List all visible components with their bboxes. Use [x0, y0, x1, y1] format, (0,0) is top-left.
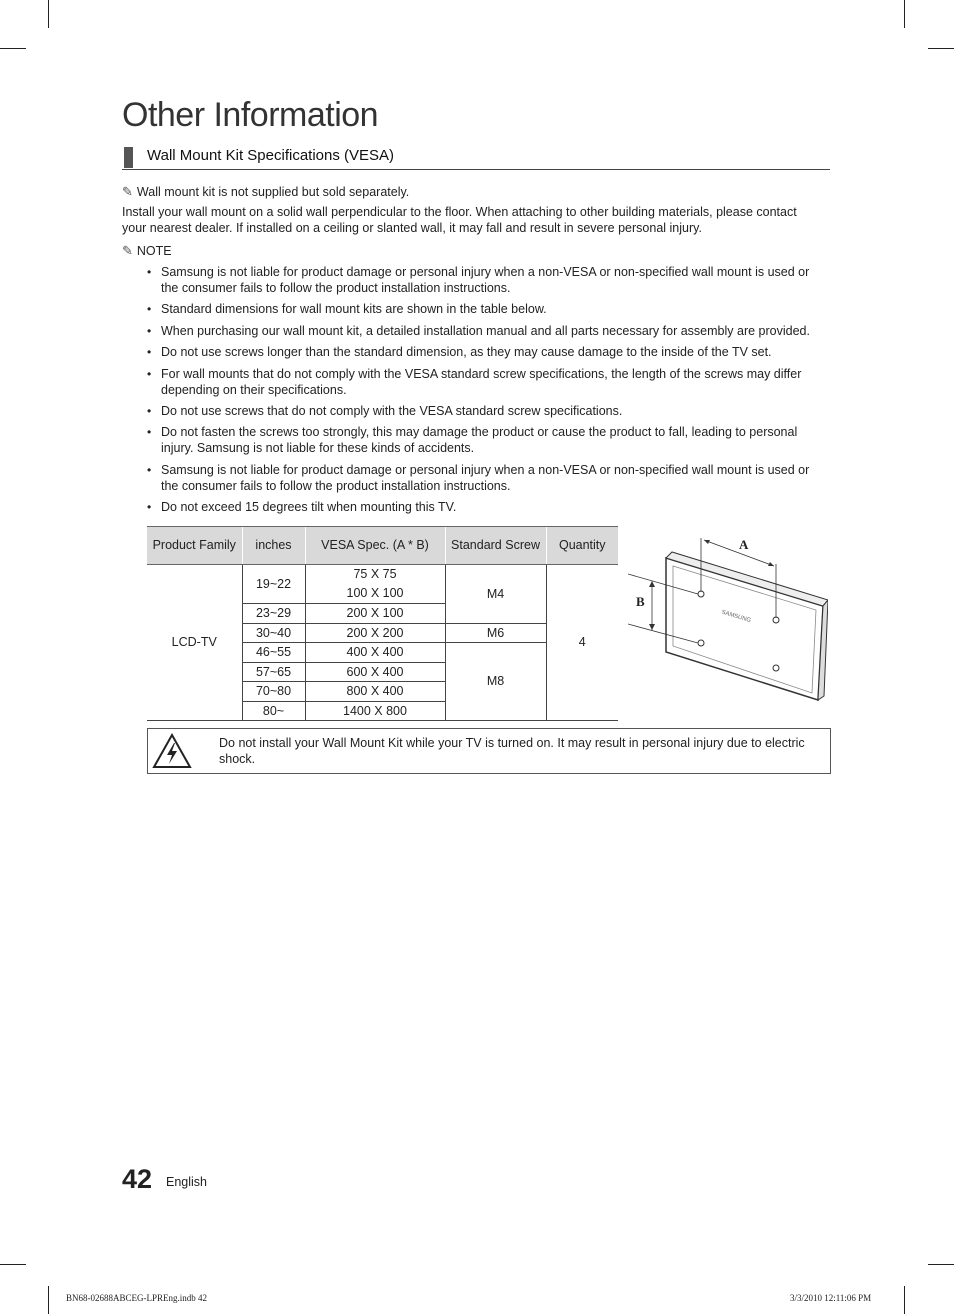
- cell-inches: 19~22: [242, 565, 305, 604]
- cell-screw: M4: [445, 565, 546, 624]
- bullet: •: [147, 462, 152, 477]
- tv-back-panel: [666, 552, 828, 700]
- footer-file-info: BN68-02688ABCEG-LPREng.indb 42: [66, 1293, 208, 1303]
- page-title: Other Information: [122, 96, 379, 134]
- cell-vesa: 200 X 100: [305, 604, 445, 624]
- list-item: • Do not use screws that do not comply with the VESA standard screw specifications.: [147, 403, 623, 418]
- warning-box: [147, 728, 831, 774]
- cell-inches: 80~: [242, 701, 305, 721]
- header-standard-screw: Standard Screw: [445, 527, 546, 565]
- crop-mark: [48, 1286, 49, 1314]
- bullet: •: [147, 366, 152, 381]
- notes-list: [147, 264, 827, 521]
- cell-quantity: 4: [546, 565, 618, 721]
- pencil-icon: ✎: [122, 184, 133, 199]
- cell-inches: 70~80: [242, 682, 305, 702]
- cell-inches: 23~29: [242, 604, 305, 624]
- label-b: B: [636, 594, 645, 609]
- warning-text: Do not install your Wall Mount Kit while your TV is turned on. It may result in personal injury due to electric shock.: [219, 736, 805, 766]
- cell-vesa: 75 X 75 100 X 100: [305, 565, 445, 604]
- top-note-text: Wall mount kit is not supplied but sold separately.: [136, 185, 410, 199]
- crop-mark: [0, 1264, 26, 1265]
- list-item: • When purchasing our wall mount kit, a detailed installation manual and all parts necessary for assembly are provided.: [147, 323, 810, 338]
- header-quantity: Quantity: [546, 527, 618, 565]
- table-header-row: [147, 527, 618, 565]
- bullet: •: [147, 323, 152, 338]
- list-item: • Do not fasten the screws too strongly, this may damage the product or cause the product to fall, leading to personal injury. Samsung is not liable for these kinds of accidents.: [147, 425, 798, 456]
- electric-hazard-icon: [152, 733, 192, 769]
- cell-inches: 30~40: [242, 623, 305, 643]
- section-marker: [124, 147, 133, 168]
- list-item: • Samsung is not liable for product damage or personal injury when a non-VESA or non-specified wall mount is used or the consumer fails to follow the product installation instructions.: [147, 462, 810, 493]
- note-label: NOTE: [136, 244, 172, 258]
- pencil-icon: ✎: [122, 243, 133, 258]
- list-item: • Do not exceed 15 degrees tilt when mounting this TV.: [147, 500, 457, 515]
- vesa-spec-table: [147, 526, 618, 721]
- section-title: Wall Mount Kit Specifications (VESA): [147, 147, 395, 164]
- top-note: [122, 184, 409, 200]
- tv-back-diagram: [628, 528, 828, 708]
- section-header: [122, 145, 830, 170]
- cell-inches: 46~55: [242, 643, 305, 663]
- header-inches: inches: [242, 527, 305, 565]
- header-vesa-spec: VESA Spec. (A * B): [305, 527, 445, 565]
- bullet: •: [147, 265, 152, 279]
- bullet: •: [147, 302, 152, 317]
- crop-mark: [928, 48, 954, 49]
- header-product-family: Product Family: [147, 527, 242, 565]
- bullet: •: [147, 403, 152, 418]
- crop-mark: [928, 1264, 954, 1265]
- crop-mark: [904, 1286, 905, 1314]
- cell-vesa: 800 X 400: [305, 682, 445, 702]
- page-language: English: [166, 1175, 207, 1189]
- list-item: • For wall mounts that do not comply with the VESA standard screw specifications, the length of the screws may differ depending on their specifications.: [147, 366, 802, 397]
- note-heading: [122, 243, 172, 259]
- bullet: •: [147, 345, 152, 360]
- bullet: •: [147, 425, 152, 440]
- list-item: • Do not use screws longer than the standard dimension, as they may cause damage to the inside of the TV set.: [147, 345, 772, 360]
- page-number: 42: [122, 1164, 153, 1194]
- bullet: •: [147, 500, 152, 515]
- cell-screw: M6: [445, 623, 546, 643]
- tv-brand-logo: SAMSUNG: [720, 609, 752, 625]
- cell-vesa: 200 X 200: [305, 623, 445, 643]
- crop-mark: [0, 48, 26, 49]
- cell-vesa: 1400 X 800: [305, 701, 445, 721]
- intro-paragraph: Install your wall mount on a solid wall perpendicular to the floor. When attaching to other building materials, please contact your nearest dealer. If installed on a ceiling or slanted wall, it may fall and result in severe personal injury.: [122, 205, 797, 235]
- crop-mark: [48, 0, 49, 28]
- label-a: A: [739, 537, 749, 552]
- cell-product-family: LCD-TV: [147, 565, 242, 721]
- cell-vesa: 600 X 400: [305, 662, 445, 682]
- footer-date: 3/3/2010 12:11:06 PM: [790, 1293, 872, 1303]
- cell-inches: 57~65: [242, 662, 305, 682]
- crop-mark: [904, 0, 905, 28]
- cell-vesa: 400 X 400: [305, 643, 445, 663]
- list-item: • Samsung is not liable for product damage or personal injury when a non-VESA or non-specified wall mount is used or the consumer fails to follow the product installation instructions.: [147, 265, 810, 295]
- cell-screw: M8: [445, 643, 546, 721]
- list-item: • Standard dimensions for wall mount kits are shown in the table below.: [147, 302, 547, 317]
